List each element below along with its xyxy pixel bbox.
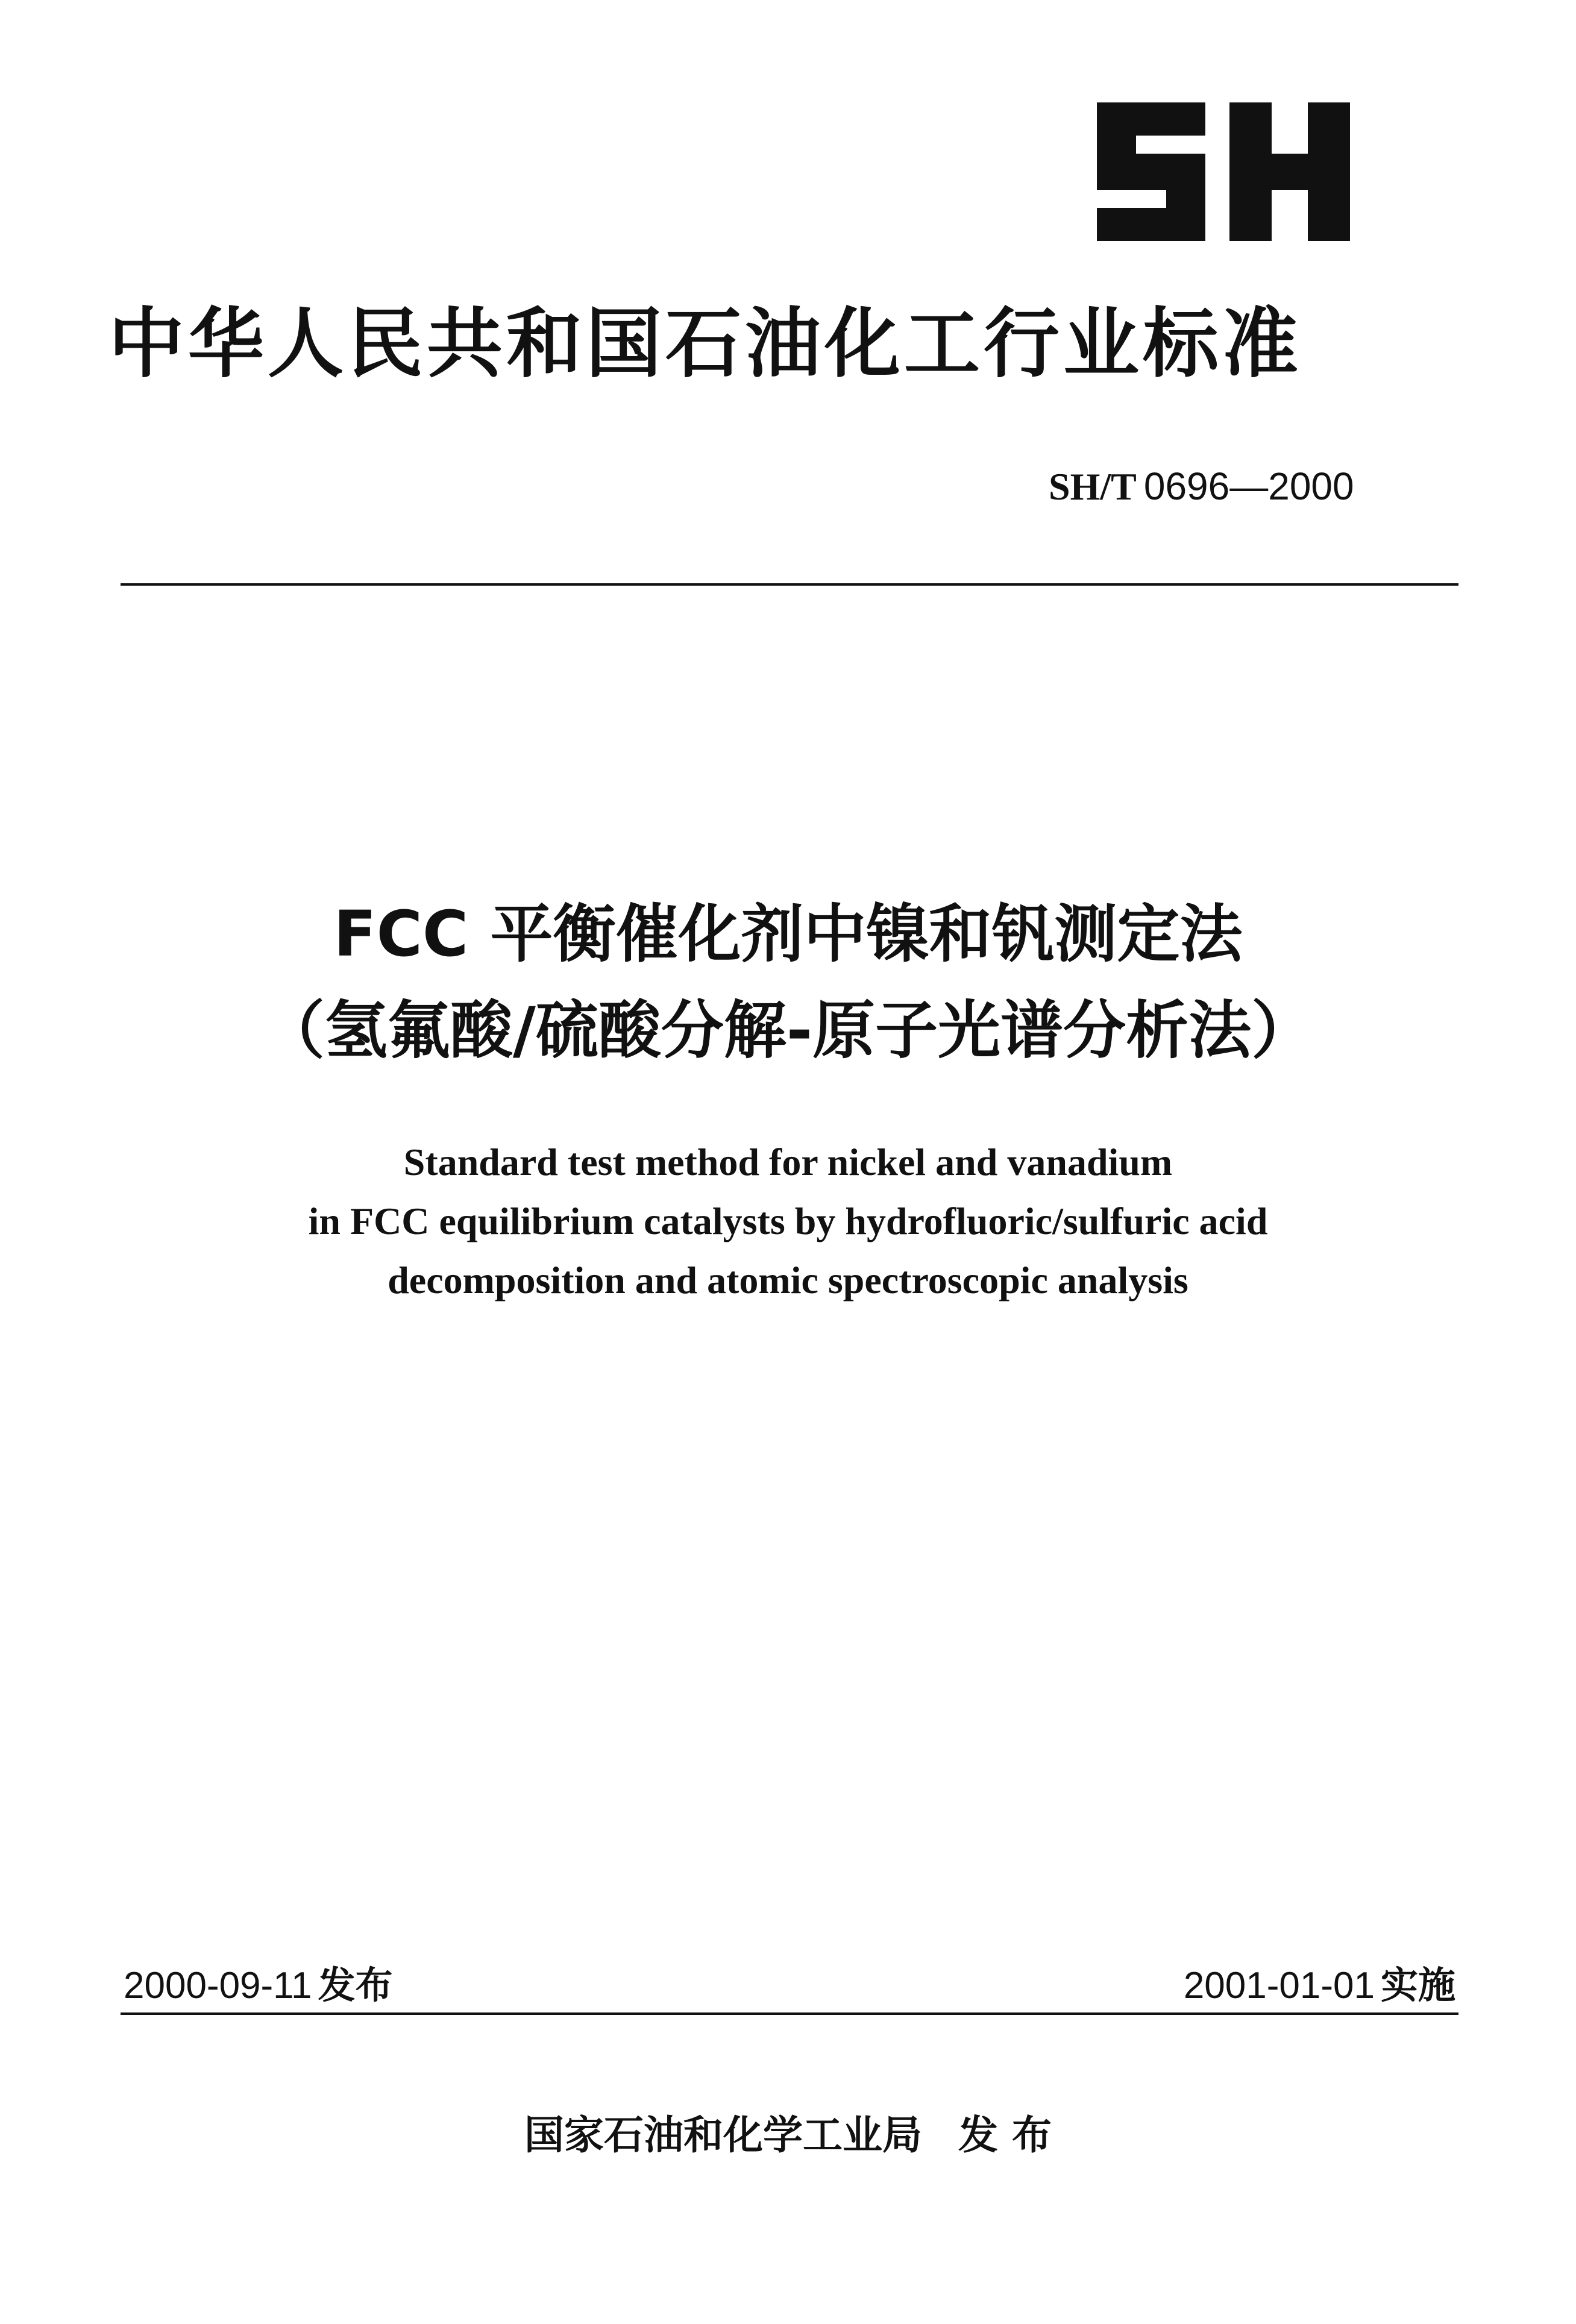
sh-logo xyxy=(1085,102,1350,241)
title-english-line-2: in FCC equilibrium catalysts by hydrofluoric/sulfuric acid xyxy=(308,1200,1268,1242)
title-chinese-line-1: FCC 平衡催化剂中镍和钒测定法 xyxy=(333,897,1243,971)
issue-date xyxy=(124,1955,393,2009)
issue-date-label: 发布 xyxy=(318,1963,393,2007)
title-english-line-3: decomposition and atomic spectroscopic analysis xyxy=(388,1259,1188,1301)
publisher xyxy=(0,2103,1576,2160)
standard-code xyxy=(1049,464,1354,509)
top-divider xyxy=(121,583,1458,586)
implementation-date xyxy=(1184,1955,1455,2009)
publisher-action: 发 布 xyxy=(958,2112,1052,2158)
bottom-divider xyxy=(121,2012,1458,2015)
sh-logo-graphic xyxy=(1085,102,1350,241)
standard-code-number: 0696—2000 xyxy=(1143,465,1354,508)
title-english-line-1: Standard test method for nickel and vanadium xyxy=(403,1141,1173,1183)
title-english xyxy=(0,1133,1576,1310)
issue-date-value: 2000-09-11 xyxy=(124,1965,312,2006)
standard-code-prefix: SH/T xyxy=(1049,465,1137,508)
implementation-date-value: 2001-01-01 xyxy=(1183,1965,1375,2006)
publisher-name: 国家石油和化学工业局 xyxy=(524,2112,922,2158)
title-chinese-line-2: （氢氟酸/硫酸分解-原子光谱分析法） xyxy=(262,994,1314,1067)
implementation-date-label: 实施 xyxy=(1380,1963,1455,2007)
standard-type-heading: 中华人民共和国石油化工行业标准 xyxy=(108,299,1302,388)
title-chinese xyxy=(0,886,1576,1079)
